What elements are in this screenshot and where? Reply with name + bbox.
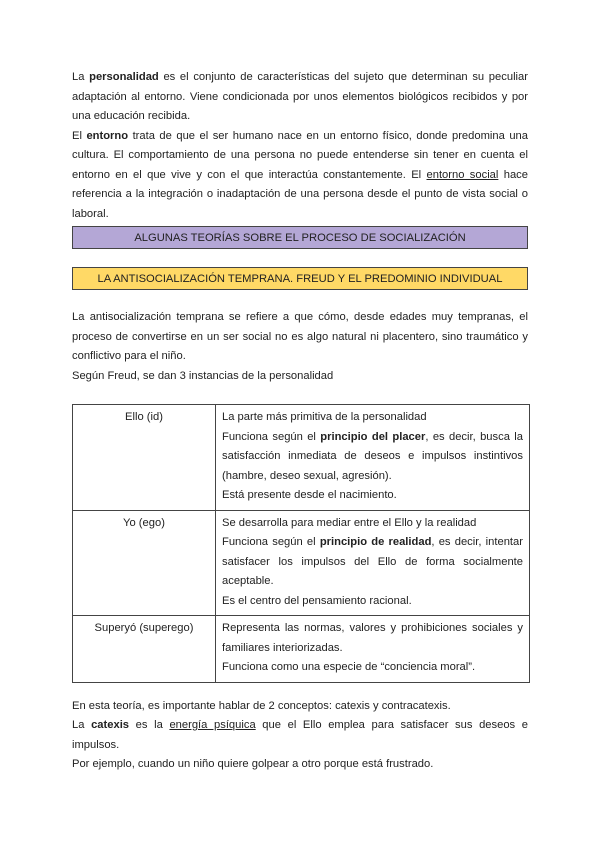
text: , es decir, intentar satisfacer los impulsos del Ello de forma socialmente aceptable. <box>222 536 523 587</box>
instance-name: Ello (id) <box>73 405 216 511</box>
entorno-social-underlined: entorno social <box>426 168 499 181</box>
text: , es decir, busca la satisfacción inmediata de deseos e impulsos instintivos (hambre, deseo sexual, agresión). <box>222 430 523 482</box>
theories-banner: ALGUNAS TEORÍAS SOBRE EL PROCESO DE SOCIALIZACIÓN <box>72 226 528 249</box>
text: La parte más primitiva de la personalidad <box>222 411 427 423</box>
catexis-intro-paragraph: En esta teoría, es importante hablar de 2 conceptos: catexis y contracatexis. <box>72 699 451 712</box>
table-row <box>73 510 530 616</box>
freud-instancias-paragraph: Según Freud, se dan 3 instancias de la personalidad <box>72 369 334 382</box>
catexis-definition-paragraph <box>72 716 528 755</box>
table-row <box>73 616 530 683</box>
instance-description <box>216 405 530 511</box>
text: Funciona según el <box>222 536 320 548</box>
term-principio-realidad: principio de realidad <box>319 536 432 548</box>
term-principio-placer: principio del placer <box>320 430 426 443</box>
personalidad-paragraph <box>72 68 528 127</box>
example-paragraph: Por ejemplo, cuando un niño quiere golpear a otro porque está frustrado. <box>72 758 434 770</box>
text: que el Ello emplea para satisfacer sus deseos e impulsos. <box>72 719 528 751</box>
freud-banner: LA ANTISOCIALIZACIÓN TEMPRANA. FREUD Y EL PREDOMINIO INDIVIDUAL <box>72 267 528 290</box>
table-row <box>73 405 530 511</box>
text <box>222 428 523 487</box>
antisocializacion-paragraph: La antisocialización temprana se refiere a que cómo, desde edades muy tempranas, el proceso de convertirse en un ser social no es algo natural ni placentero, sino traumático y conflictivo para el niño. <box>72 311 528 362</box>
term-personalidad: personalidad <box>89 71 159 83</box>
text: La <box>72 71 90 83</box>
text: hace referencia a la integración o inadaptación de una persona desde el punto de vista social o laboral. <box>72 168 528 220</box>
text <box>222 533 523 592</box>
text: trata de que el ser humano nace en un entorno físico, donde predomina una cultura. El comportamiento de una persona no puede entenderse sin tener en cuenta el entorno en el que vive y con el que interactúa constantemente. El <box>72 129 528 181</box>
document-page <box>72 68 528 775</box>
instance-description <box>216 616 530 683</box>
text: es la <box>129 719 170 731</box>
text: Se desarrolla para mediar entre el Ello y la realidad <box>222 516 477 529</box>
text: Representa las normas, valores y prohibiciones sociales y familiares interiorizadas. <box>222 622 523 654</box>
term-entorno: entorno <box>86 129 129 142</box>
term-catexis: catexis <box>91 719 130 731</box>
text: El <box>72 129 87 142</box>
entorno-paragraph <box>72 127 528 225</box>
instance-name: Yo (ego) <box>73 510 216 616</box>
text: La <box>72 719 92 731</box>
text: Funciona según el <box>222 430 321 443</box>
instance-name: Superyó (superego) <box>73 616 216 683</box>
text: Es el centro del pensamiento racional. <box>222 594 412 607</box>
text: es el conjunto de características del sujeto que determinan su peculiar adaptación al entorno. Viene condicionada por unos elementos biológicos recibidos y por una educación recibida. <box>72 71 528 122</box>
personality-table <box>72 404 530 683</box>
text: Está presente desde el nacimiento. <box>222 489 397 501</box>
instance-description <box>216 510 530 616</box>
energia-psiquica-underlined: energía psíquica <box>169 719 256 731</box>
text: Funciona como una especie de “conciencia moral”. <box>222 661 476 673</box>
